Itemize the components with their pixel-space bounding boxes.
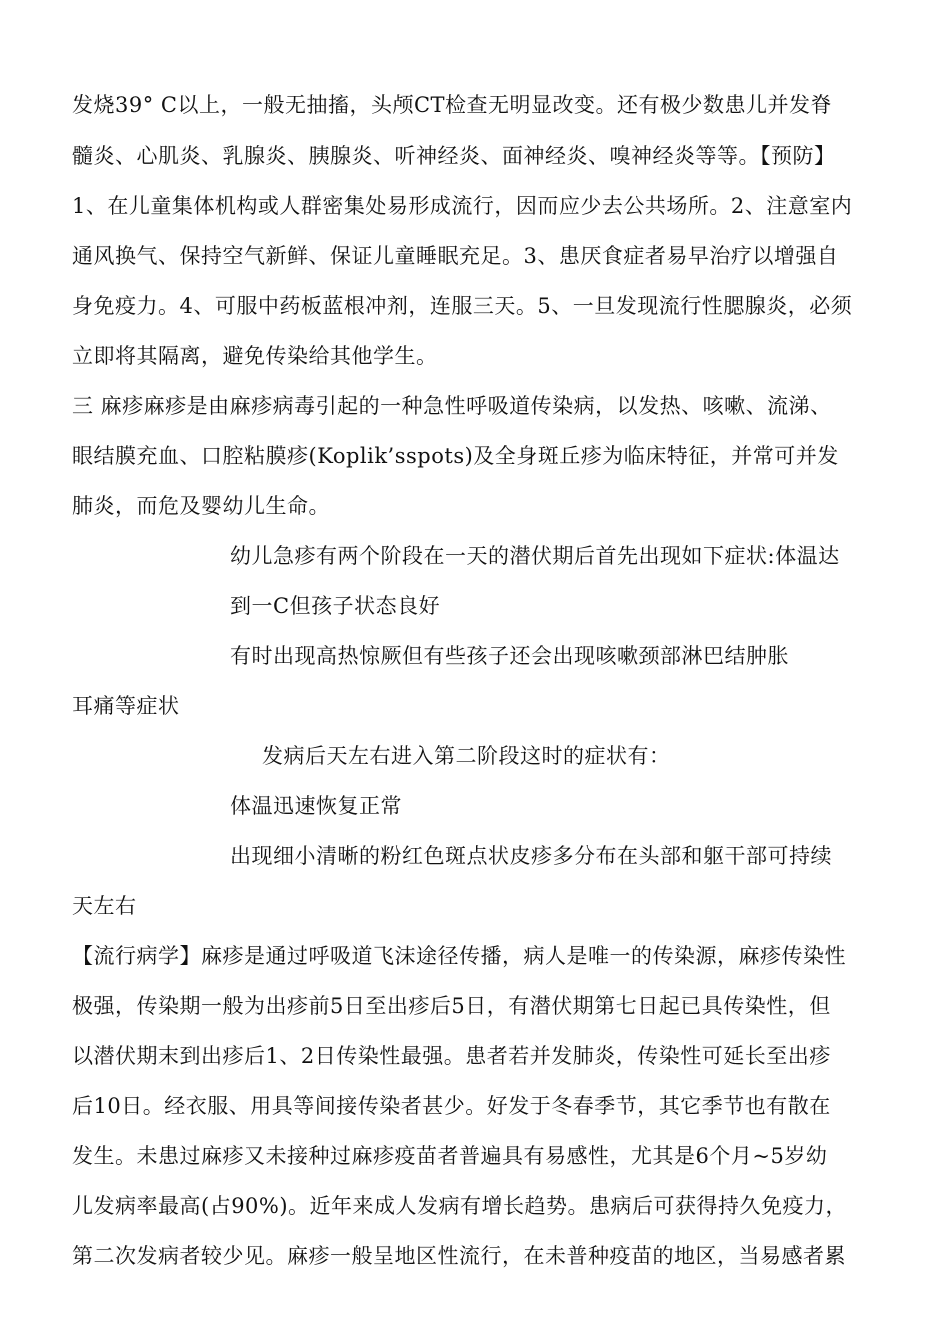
text-line: 天左右 xyxy=(72,894,137,918)
text-line: 第二次发病者较少见。麻疹一般呈地区性流行，在未普种疫苗的地区，当易感者累 xyxy=(72,1244,846,1268)
text-line: 体温迅速恢复正常 xyxy=(230,794,402,818)
text-line: 有时出现高热惊厥但有些孩子还会出现咳嗽颈部淋巴结肿胀 xyxy=(230,644,789,668)
text-line: 立即将其隔离，避免传染给其他学生。 xyxy=(72,344,438,368)
text-line: 身免疫力。4、可服中药板蓝根冲剂，连服三天。5、一旦发现流行性腮腺炎，必须 xyxy=(72,294,853,318)
text-line: 后10日。经衣服、用具等间接传染者甚少。好发于冬春季节，其它季节也有散在 xyxy=(72,1094,831,1118)
text-line: 通风换气、保持空气新鲜、保证儿童睡眠充足。3、患厌食症者易早治疗以增强自 xyxy=(72,244,839,268)
text-line: 发病后天左右进入第二阶段这时的症状有： xyxy=(262,744,671,768)
text-line: 以潜伏期末到出疹后1、2日传染性最强。患者若并发肺炎，传染性可延长至出疹 xyxy=(72,1044,831,1068)
text-line: 发生。未患过麻疹又未接种过麻疹疫苗者普遍具有易感性，尤其是6个月~5岁幼 xyxy=(72,1144,828,1168)
text-line: 眼结膜充血、口腔粘膜疹(Koplik’sspots)及全身斑丘疹为临床特征，并常可并发 xyxy=(72,444,839,468)
text-line: 发烧39° C以上，一般无抽搐，头颅CT检查无明显改变。还有极少数患儿并发脊 xyxy=(72,93,833,117)
text-line: 儿发病率最高(占90%)。近年来成人发病有增长趋势。患病后可获得持久免疫力， xyxy=(72,1194,848,1218)
text-line: 到一C但孩子状态良好 xyxy=(230,594,441,618)
text-line: 三 麻疹麻疹是由麻疹病毒引起的一种急性呼吸道传染病，以发热、咳嗽、流涕、 xyxy=(72,394,832,418)
text-line: 极强，传染期一般为出疹前5日至出疹后5日，有潜伏期第七日起已具传染性，但 xyxy=(72,994,831,1018)
text-line: 髓炎、心肌炎、乳腺炎、胰腺炎、听神经炎、面神经炎、嗅神经炎等等。【预防】 xyxy=(72,144,836,168)
text-line: 1、在儿童集体机构或人群密集处易形成流行，因而应少去公共场所。2、注意室内 xyxy=(72,194,853,218)
text-line: 肺炎，而危及婴幼儿生命。 xyxy=(72,494,330,518)
text-line: 耳痛等症状 xyxy=(72,694,180,718)
text-line: 幼儿急疹有两个阶段在一天的潜伏期后首先出现如下症状:体温达 xyxy=(230,544,840,568)
text-line: 出现细小清晰的粉红色斑点状皮疹多分布在头部和躯干部可持续 xyxy=(230,844,832,868)
text-line: 【流行病学】麻疹是通过呼吸道飞沫途径传播，病人是唯一的传染源，麻疹传染性 xyxy=(72,944,846,968)
